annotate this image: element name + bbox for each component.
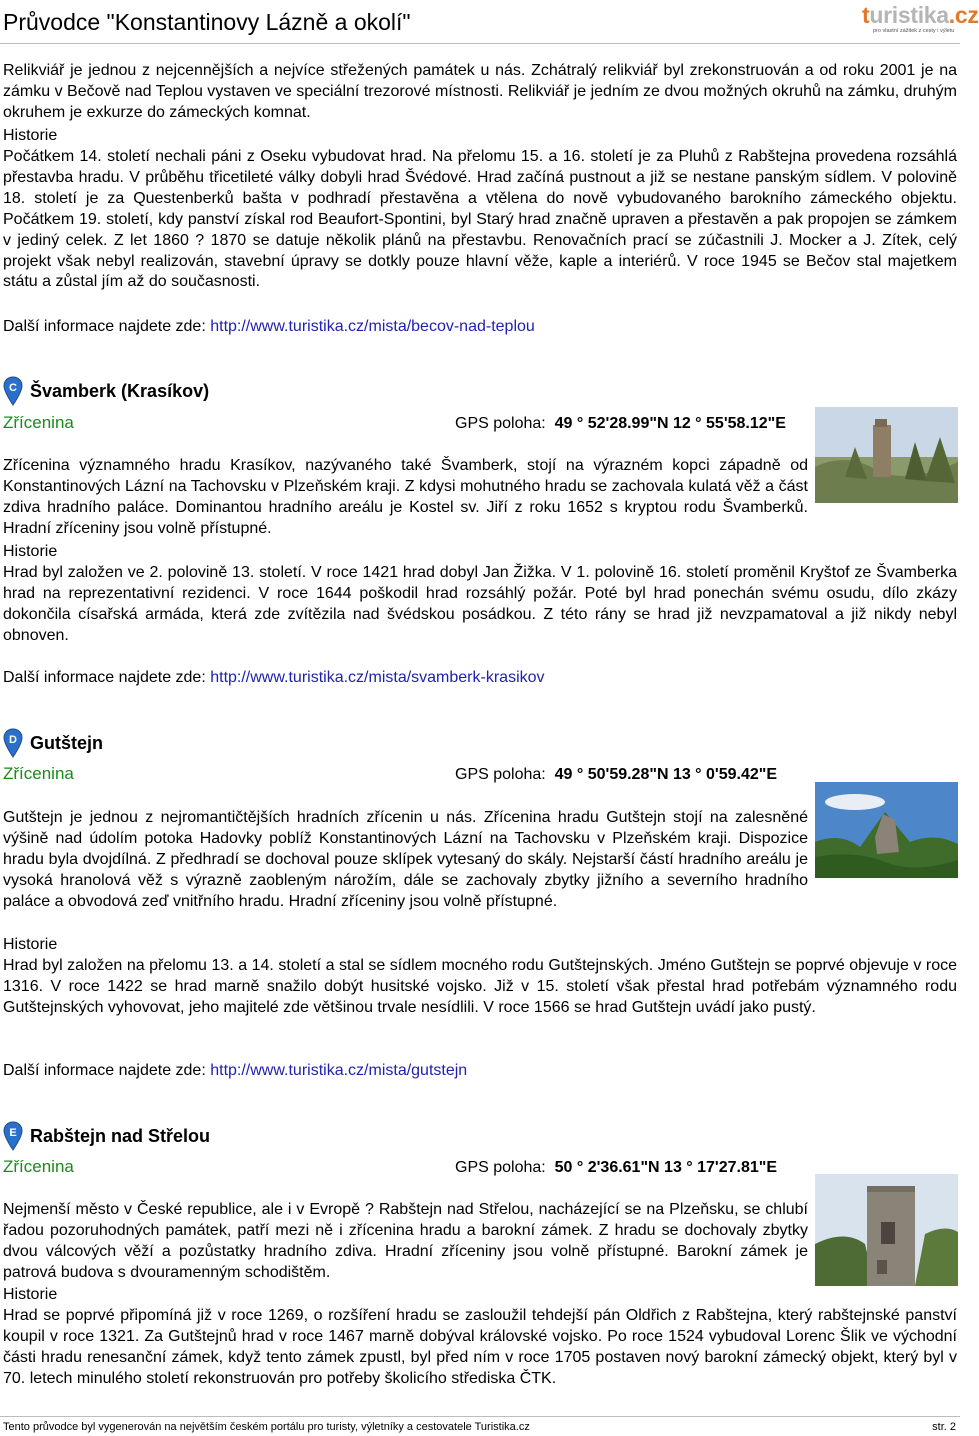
history-text: Hrad byl založen na přelomu 13. a 14. století a stal se sídlem mocného rodu Gutštejnských. Jméno Gutštejn se poprvé objevuje v roce 1316. V roce 1422 se hrad marně snažilo dobýt husitské vojsko. Již v 15. století však přestal hrad potřebám významného rodu Gutštejnských vyhovovat, jeho majitelé zde většinou trvale nesídlili. V roce 1566 se hrad Gutštejn uvádí jako pustý. bbox=[3, 957, 957, 1016]
place-title: Gutštejn bbox=[30, 733, 104, 753]
place-photo bbox=[815, 782, 958, 878]
footer-text: Tento průvodce byl vygenerován na největším českém portálu pro turisty, výletníky a cestovatele Turistika.cz bbox=[3, 1421, 530, 1433]
logo-wordmark: turistika.cz bbox=[862, 2, 979, 28]
history-label: Historie bbox=[3, 127, 58, 144]
gps-value: 49 ° 52'28.99"N 12 ° 55'58.12"E bbox=[554, 415, 786, 432]
map-marker-icon bbox=[3, 1121, 23, 1151]
place-type: Zřícenina bbox=[3, 413, 74, 432]
place-description: Nejmenší město v České republice, ale i v Evropě ? Rabštejn nad Střelou, nacházející se na Plzeňsku, se chlubí řadou pozoruhodných památek, patří mezi ně i zřícenina hradu a barokní zámek. Z hradu se dochovaly zbytky dvou válcových věží a pozůstatky hradního zdiva. Hradní zříceniny jsou volně přístupné. Barokní zámek je patrová budova s dvouramenným schodištěm. bbox=[3, 1201, 808, 1281]
gps-position bbox=[455, 414, 786, 434]
place-description: Zřícenina významného hradu Krasíkov, nazývaného také Švamberk, stojí na výrazném kopci západně od Konstantinových Lázní na Tachovsku v Plzeňském kraji. Z kdysi mohutného hradu se zachovala kulatá věž a část zdiva hradního paláce. Dominantou hradního areálu je Kostel sv. Jiří z roku 1652 s kryptou rodu Švamberků. Hradní zříceniny jsou volně přístupné. bbox=[3, 457, 808, 537]
intro-paragraph: Relikviář je jednou z nejcennějších a nejvíce střežených památek u nás. Zchátralý relikviář byl zrekonstruován a od roku 2001 je na zámku v Bečově nad Teplou vystaven ve speciální trezorové místnosti. Relikviář je jedním ze dvou možných okruhů na zámku, druhým okruhem je exkurze do zámeckých komnat. bbox=[3, 62, 957, 121]
place-description-wrapped bbox=[3, 808, 808, 913]
history-label: Historie bbox=[3, 543, 58, 560]
place-photo bbox=[815, 407, 958, 503]
turistika-logo[interactable] bbox=[858, 2, 979, 38]
logo-tagline: pro vlastní zážitek z cesty i výletu bbox=[873, 28, 955, 34]
map-marker-letter: C bbox=[9, 382, 17, 394]
more-info bbox=[3, 317, 535, 337]
map-marker-icon bbox=[3, 728, 23, 758]
more-info bbox=[3, 668, 545, 688]
more-info-link[interactable]: http://www.turistika.cz/mista/gutstejn bbox=[210, 1062, 468, 1079]
place-type: Zřícenina bbox=[3, 764, 74, 783]
more-info-label: Další informace najdete zde: bbox=[3, 1062, 211, 1079]
more-info-link[interactable]: http://www.turistika.cz/mista/svamberk-krasikov bbox=[210, 669, 545, 686]
header-divider bbox=[0, 43, 960, 44]
place-title: Rabštejn nad Střelou bbox=[30, 1126, 211, 1146]
history-text: Počátkem 14. století nechali páni z Oseku vybudovat hrad. Na přelomu 15. a 16. století je za Pluhů z Rabštejna provedena rozsáhlá přestavba hradu. V průběhu třicetileté války dobyli hrad Švédové. Hrad začíná pustnout a již se nestane panským sídlem. V polovině 18. století je za Questenberků bašta v podhradí přestavěna a vtělena do nově vybudovaného barokního zámeckého objektu. Počátkem 19. století, kdy panství získal rod Beaufort-Spontini, byl Starý hrad značně upraven a přestavěn a pak propojen se zámkem v jediný celek. Z let 1860 ? 1870 se datuje několik plánů na přestavbu. Renovačních prací se zúčastnili J. Mocker a J. Zítek, celý projekt však nebyl realizován, stavební úpravy se dotkly pouze hlavní věže, kaple a interiérů. V roce 1945 se Bečov stal majetkem státu a zůstal jím až do současnosti. bbox=[3, 148, 957, 291]
place-photo bbox=[815, 1174, 958, 1286]
footer-divider bbox=[0, 1416, 960, 1417]
history-text: Hrad byl založen ve 2. polovině 13. století. V roce 1421 hrad dobyl Jan Žižka. V 1. polovině 16. století proměnil Kryštof ze Švamberka hrad na reprezentativní rezidenci. V roce 1644 poškodil hrad rozsáhlý požár. Poté byl hrad ponechán svému osudu, dílo zkázy dokončila císařská armáda, která zde zvítězila nad švédskou posádkou. Z této rány se hrad již nevzpamatoval a již nikdy nebyl obnoven. bbox=[3, 564, 957, 644]
more-info-label: Další informace najdete zde: bbox=[3, 318, 211, 335]
gps-label: GPS poloha: bbox=[455, 766, 546, 783]
gps-value: 50 ° 2'36.61"N 13 ° 17'27.81"E bbox=[554, 1159, 778, 1176]
gps-value: 49 ° 50'59.28"N 13 ° 0'59.42"E bbox=[554, 766, 778, 783]
history-text: Hrad se poprvé připomíná již v roce 1269, o rozšíření hradu se zasloužil tehdejší pán Oldřich z Rabštejna, který rabštejnské panství koupil v roce 1321. Za Gutštejnů hrad v roce 1467 marně dobýval královské vojsko. Po roce 1524 vybudoval Lorenc Šlik ve východní části hradu renesanční zámek, když tento zámek zpustl, byl před ním v roce 1705 postaven nový barokní zámecký objekt, který byl v 70. letech minulého století rekonstruován pro potřeby školicího střediska ČTK. bbox=[3, 1307, 957, 1387]
place-type: Zřícenina bbox=[3, 1157, 74, 1176]
more-info bbox=[3, 1061, 467, 1081]
page-number: str. 2 bbox=[932, 1421, 956, 1433]
gps-label: GPS poloha: bbox=[455, 1159, 546, 1176]
history-label: Historie bbox=[3, 1286, 58, 1303]
map-marker-letter: D bbox=[9, 734, 17, 746]
page-header bbox=[0, 0, 979, 44]
gps-label: GPS poloha: bbox=[455, 415, 546, 432]
place-title: Švamberk (Krasíkov) bbox=[30, 381, 210, 401]
guide-title: Průvodce "Konstantinovy Lázně a okolí" bbox=[3, 9, 411, 35]
gps-position bbox=[455, 765, 777, 785]
more-info-link[interactable]: http://www.turistika.cz/mista/becov-nad-teplou bbox=[210, 318, 535, 335]
map-marker-icon bbox=[3, 376, 23, 406]
gps-position bbox=[455, 1158, 777, 1178]
map-marker-letter: E bbox=[9, 1127, 17, 1139]
more-info-label: Další informace najdete zde: bbox=[3, 669, 211, 686]
history-label: Historie bbox=[3, 936, 58, 953]
place-description: Gutštejn je jednou z nejromantičtějších hradních zřícenin u nás. Zřícenina hradu Gutštejn stojí na zalesněné výšině nad údolím potoka Hadovky poblíž Konstantinových Lázní na Tachovsku v Plzeňském kraji. Dispozice hradu byla dvojdílná. Z předhradí se dochoval pouze sklípek vytesaný do skály. Nejstarší částí hradního areálu je vysoká hranolová věž s výrazně zaobleným nárožím, dále se zachovaly zbytky jižního a severního hradního paláce a obvodová zeď vnitřního hradu. Hradní zříceniny jsou volně přístupné. bbox=[3, 809, 808, 910]
